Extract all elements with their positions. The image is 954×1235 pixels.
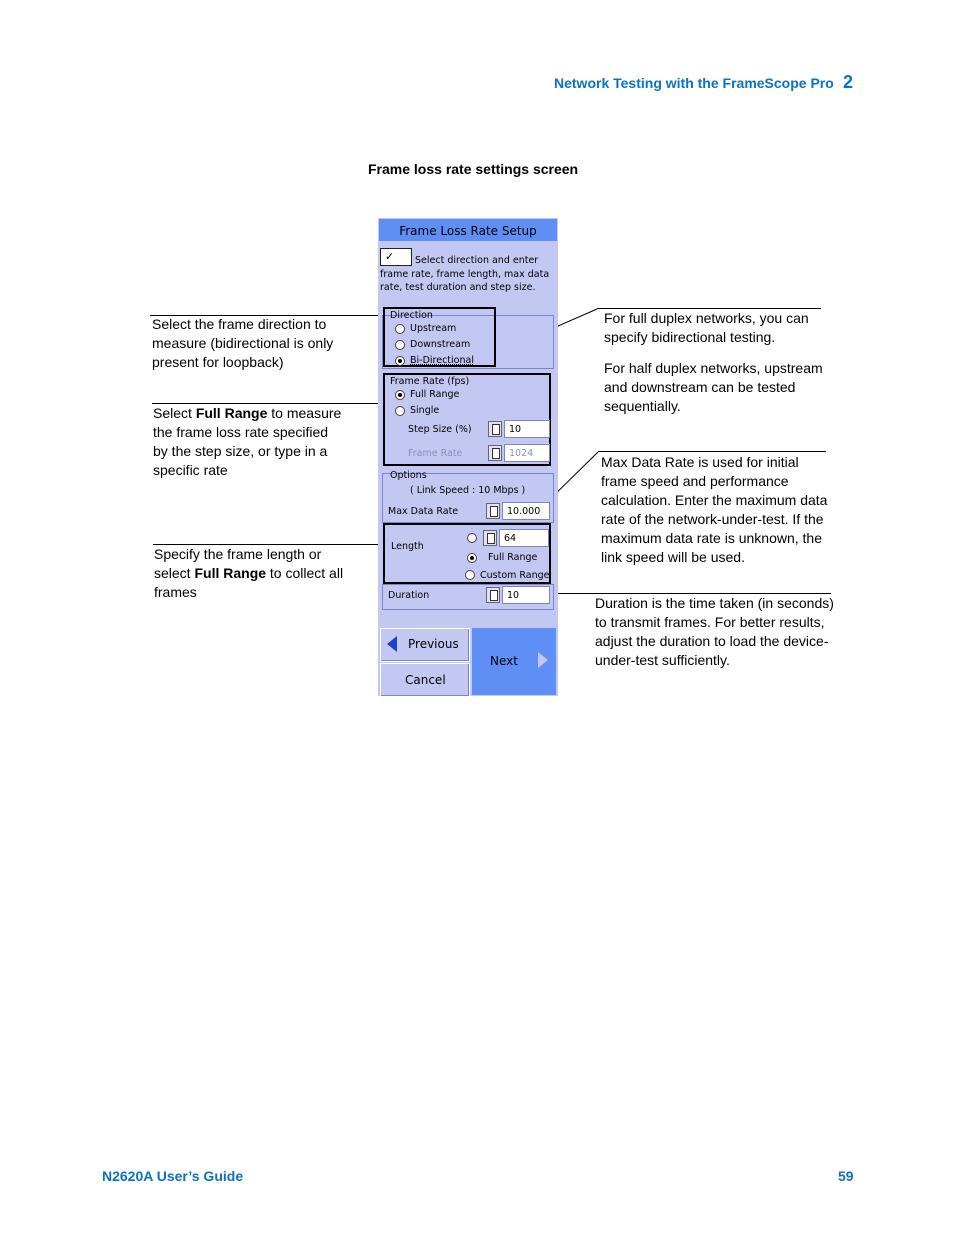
bidirectional-label: Bi-Directional bbox=[410, 355, 474, 366]
note-max-data-rate: Max Data Rate is used for initial frame speed and performance calculation. Enter the maximum data rate of the network-under-test. If the maximum data rate is unknown, the link speed will be used. bbox=[601, 454, 828, 565]
previous-label: Previous bbox=[408, 637, 459, 651]
radio-bidirectional[interactable] bbox=[395, 356, 405, 366]
next-label: Next bbox=[490, 654, 518, 668]
cancel-label: Cancel bbox=[405, 673, 446, 687]
duration-label: Duration bbox=[388, 590, 430, 601]
figure-caption: Frame loss rate settings screen bbox=[368, 161, 579, 177]
radio-downstream[interactable] bbox=[395, 340, 405, 350]
frame-rate-label: Frame Rate (fps) bbox=[390, 376, 470, 387]
edit-frame-rate-icon[interactable] bbox=[488, 445, 502, 461]
link-speed-text: ( Link Speed : 10 Mbps ) bbox=[410, 485, 526, 496]
device-screen bbox=[378, 218, 558, 696]
edit-length-icon[interactable] bbox=[483, 530, 497, 546]
frame-rate-field-label: Frame Rate bbox=[408, 448, 463, 459]
instruction-text: ✓ Select direction and enter frame rate, frame length, max data rate, test duration and step size. bbox=[380, 250, 550, 293]
checklist-icon: ✓ bbox=[380, 248, 412, 266]
direction-label: Direction bbox=[390, 310, 433, 321]
footer-page-number: 59 bbox=[838, 1168, 854, 1184]
next-button[interactable] bbox=[472, 628, 556, 695]
options-label: Options bbox=[390, 470, 427, 481]
chapter-title: Network Testing with the FrameScope Pro bbox=[554, 75, 834, 91]
edit-max-data-rate-icon[interactable] bbox=[486, 503, 500, 519]
next-arrow-icon bbox=[538, 652, 548, 668]
step-size-field[interactable]: 10 bbox=[504, 420, 550, 438]
upstream-label: Upstream bbox=[410, 323, 457, 334]
full-range-label: Full Range bbox=[410, 389, 460, 400]
radio-full-range[interactable] bbox=[395, 390, 405, 400]
note-full-range: Select Full Range to measure the frame loss rate specified by the step size, or type in a specific rate bbox=[153, 405, 342, 478]
chapter-number: 2 bbox=[843, 72, 854, 92]
radio-single[interactable] bbox=[395, 406, 405, 416]
dialog-title: Frame Loss Rate Setup bbox=[379, 219, 557, 241]
length-field[interactable]: 64 bbox=[499, 529, 549, 547]
edit-duration-icon[interactable] bbox=[486, 587, 500, 603]
radio-length-full-range[interactable] bbox=[467, 553, 477, 563]
footer-guide-title: N2620A User’s Guide bbox=[102, 1168, 244, 1184]
radio-custom-range[interactable] bbox=[465, 570, 475, 580]
radio-length-value[interactable] bbox=[467, 533, 477, 543]
cancel-button[interactable] bbox=[380, 663, 470, 697]
custom-range-label: Custom Range bbox=[480, 570, 550, 581]
radio-upstream[interactable] bbox=[395, 324, 405, 334]
step-size-label: Step Size (%) bbox=[408, 424, 472, 435]
note-direction: Select the frame direction to measure (bidirectional is only present for loopback) bbox=[152, 316, 334, 370]
previous-button[interactable] bbox=[380, 628, 470, 662]
max-data-rate-field[interactable]: 10.000 bbox=[502, 502, 550, 520]
downstream-label: Downstream bbox=[410, 339, 471, 350]
edit-step-size-icon[interactable] bbox=[488, 421, 502, 437]
length-label: Length bbox=[391, 541, 424, 552]
frame-rate-field[interactable]: 1024 bbox=[504, 444, 550, 462]
single-label: Single bbox=[410, 405, 440, 416]
note-duration: Duration is the time taken (in seconds) to transmit frames. For better results, adjust the duration to load the device-under-test sufficiently. bbox=[595, 595, 834, 668]
duration-field[interactable]: 10 bbox=[502, 586, 550, 604]
note-length: Specify the frame length or select Full Range to collect all frames bbox=[154, 546, 344, 600]
previous-arrow-icon bbox=[387, 636, 397, 652]
length-full-range-label: Full Range bbox=[488, 552, 538, 563]
max-data-rate-label: Max Data Rate bbox=[388, 506, 459, 517]
note-duplex-full: For full duplex networks, you can specify bidirectional testing. bbox=[604, 310, 809, 345]
note-duplex-half: For half duplex networks, upstream and downstream can be tested sequentially. bbox=[604, 360, 823, 414]
